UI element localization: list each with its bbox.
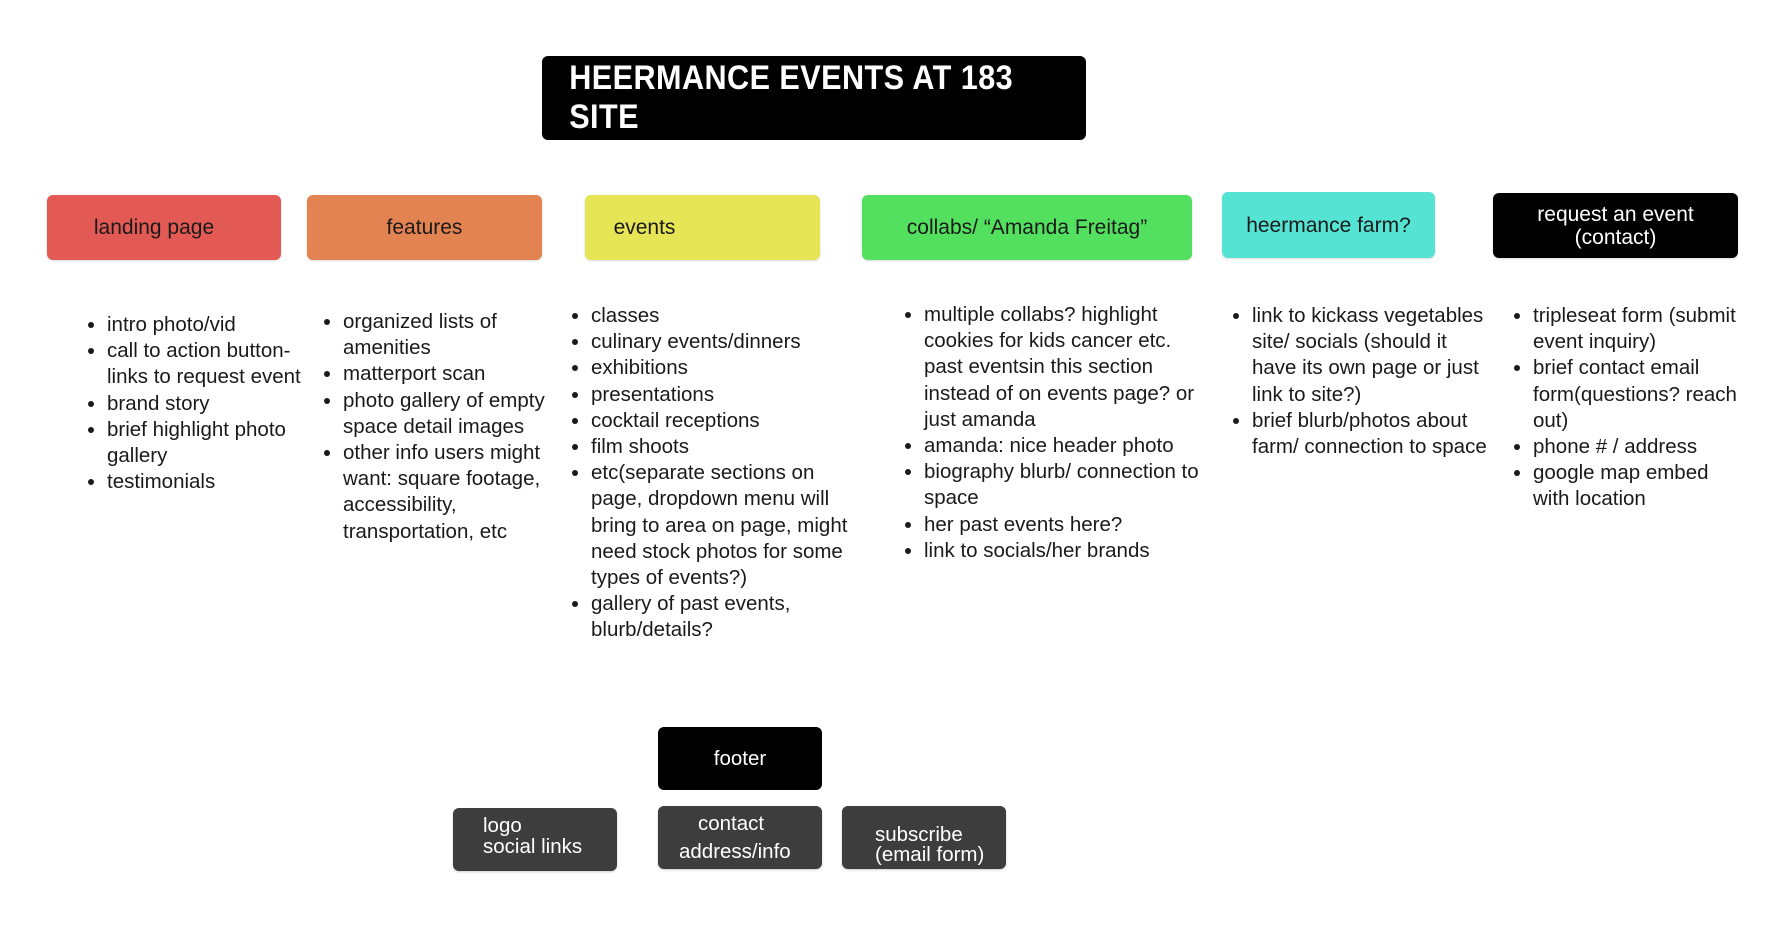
list-item: • biography blurb/ connection to space <box>924 459 1204 511</box>
list-item: • brief blurb/photos about farm/ connection to space <box>1252 408 1492 460</box>
footer-contact-box <box>658 806 822 869</box>
footer-subscribe-box <box>842 806 1006 869</box>
list-item: • tripleseat form (submit event inquiry) <box>1533 303 1745 355</box>
list-item: • testimonials <box>107 469 307 495</box>
list-item: • other info users might want: square footage, accessibility, transportation, etc <box>343 440 559 545</box>
footer-sub-line: (email form) <box>875 843 985 866</box>
list-item: • brand story <box>107 391 307 417</box>
list-item: • classes <box>591 303 859 329</box>
list-item: • matterport scan <box>343 361 559 387</box>
list-item: • cocktail receptions <box>591 408 859 434</box>
section-landing-page <box>47 195 281 260</box>
features-items <box>323 309 559 545</box>
footer-sub-line: contact <box>698 812 765 835</box>
footer-label: footer <box>713 746 767 770</box>
collabs-items <box>904 302 1204 564</box>
list-item: • culinary events/dinners <box>591 329 859 355</box>
site-title: HEERMANCE EVENTS AT 183 SITE <box>569 59 1014 136</box>
list-item: • gallery of past events, blurb/details? <box>591 591 859 643</box>
list-item: • intro photo/vid <box>107 312 307 338</box>
list-item: • exhibitions <box>591 355 859 381</box>
section-features <box>307 195 542 260</box>
section-request-event <box>1493 193 1738 258</box>
list-item: • google map embed with location <box>1533 460 1745 512</box>
footer-box <box>658 727 822 790</box>
section-label-line: (contact) <box>1574 225 1657 249</box>
section-label-line: landing page <box>93 216 215 239</box>
landing-page-items <box>87 312 307 495</box>
events-items <box>571 303 859 644</box>
section-label-line: events <box>613 216 676 239</box>
footer-sub-line: social links <box>483 835 583 858</box>
list-item: • photo gallery of empty space detail images <box>343 388 559 440</box>
section-heermance-farm <box>1222 192 1435 258</box>
footer-sub-line: logo <box>483 814 522 837</box>
list-item: • her past events here? <box>924 512 1204 538</box>
list-item: • etc(separate sections on page, dropdown menu will bring to area on page, might need stock photos for some types of events?) <box>591 460 859 591</box>
section-label-line: features <box>386 216 463 239</box>
section-label-line: heermance farm? <box>1246 213 1411 237</box>
list-item: • film shoots <box>591 434 859 460</box>
list-item: • presentations <box>591 382 859 408</box>
list-item: • phone # / address <box>1533 434 1745 460</box>
list-item: • brief contact email form(questions? reach out) <box>1533 355 1745 434</box>
list-item: • call to action button-links to request event <box>107 338 307 390</box>
section-events <box>585 195 820 260</box>
section-label-line: request an event <box>1537 202 1694 226</box>
section-label-line: collabs/ “Amanda Freitag” <box>906 216 1148 239</box>
list-item: • multiple collabs? highlight cookies for kids cancer etc. past eventsin this section instead of on events page? or just amanda <box>924 302 1204 433</box>
list-item: • organized lists of amenities <box>343 309 559 361</box>
section-collabs <box>862 195 1192 260</box>
footer-sub-line: subscribe <box>875 823 963 846</box>
list-item: • link to kickass vegetables site/ socials (should it have its own page or just link to site?) <box>1252 303 1492 408</box>
list-item: • brief highlight photo gallery <box>107 417 307 469</box>
footer-sub-line: address/info <box>679 840 791 863</box>
list-item: • amanda: nice header photo <box>924 433 1204 459</box>
heermance-farm-items <box>1232 303 1492 460</box>
site-title-box <box>542 56 1086 140</box>
footer-logo-social-box <box>453 808 617 871</box>
list-item: • link to socials/her brands <box>924 538 1204 564</box>
request-event-items <box>1513 303 1745 513</box>
